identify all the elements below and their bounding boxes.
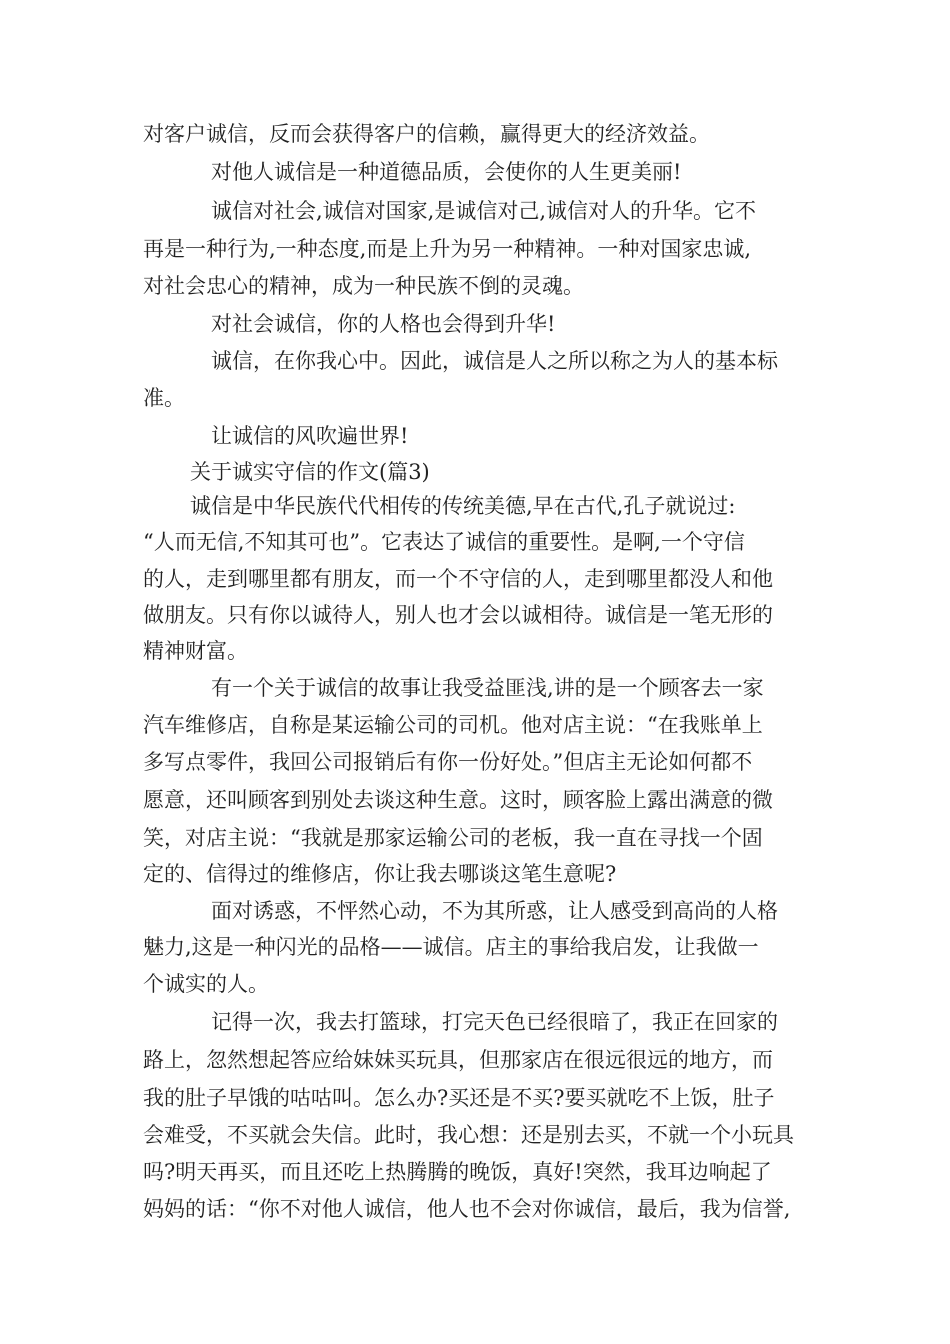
text-line [0, 525, 950, 559]
text-line-content: 精神财富。 [143, 639, 248, 663]
text-line [0, 671, 950, 705]
text-line-content: 诚信，在你我心中。因此，诚信是人之所以称之为人的基本标 [211, 349, 778, 373]
text-line [0, 930, 950, 964]
text-line [0, 269, 950, 303]
text-line [0, 1118, 950, 1152]
text-line-content: 有一个关于诚信的故事让我受益匪浅,讲的是一个顾客去一家 [211, 676, 764, 700]
text-line [0, 745, 950, 779]
text-line-content: “人而无信,不知其可也”。它表达了诚信的重要性。是啊,一个守信 [143, 530, 745, 554]
text-line-content: 多写点零件，我回公司报销后有你一份好处。”但店主无论如何都不 [143, 750, 753, 774]
text-line-content: 让诚信的风吹遍世界! [211, 424, 409, 448]
text-line [0, 344, 950, 378]
text-line [0, 894, 950, 928]
text-line-content: 对客户诚信，反而会获得客户的信赖，赢得更大的经济效益。 [143, 122, 710, 146]
text-line-content: 做朋友。只有你以诚待人，别人也才会以诚相待。诚信是一笔无形的 [143, 603, 773, 627]
text-line [0, 967, 950, 1001]
text-line [0, 1192, 950, 1226]
text-line-content: 对社会忠心的精神，成为一种民族不倒的灵魂。 [143, 274, 584, 298]
text-line-content: 诚信是中华民族代代相传的传统美德,早在古代,孔子就说过: [190, 494, 736, 518]
text-line-content: 诚信对社会,诚信对国家,是诚信对己,诚信对人的升华。它不 [211, 199, 757, 223]
text-line [0, 562, 950, 596]
text-line [0, 783, 950, 817]
text-line [0, 708, 950, 742]
text-line [0, 598, 950, 632]
text-line-content: 妈妈的话：“你不对他人诚信，他人也不会对你诚信，最后，我为信誉, [143, 1197, 791, 1221]
text-line [0, 1081, 950, 1115]
text-line-content: 魅力,这是一种闪光的品格——诚信。店主的事给我启发，让我做一 [143, 935, 759, 959]
text-line-content: 我的肚子早饿的咕咕叫。怎么办?买还是不买?要买就吃不上饭，肚子 [143, 1086, 775, 1110]
text-line [0, 489, 950, 523]
text-line [0, 232, 950, 266]
text-line-content: 汽车维修店，自称是某运输公司的司机。他对店主说：“在我账单上 [143, 713, 763, 737]
text-line-content: 再是一种行为,一种态度,而是上升为另一种精神。一种对国家忠诚, [143, 237, 752, 261]
text-line [0, 1155, 950, 1189]
text-line-content: 定的、信得过的维修店，你让我去哪谈这笔生意呢? [143, 862, 617, 886]
text-line [0, 381, 950, 415]
text-line-content: 个诚实的人。 [143, 972, 269, 996]
text-line [0, 1043, 950, 1077]
text-line [0, 307, 950, 341]
text-line [0, 857, 950, 891]
text-line [0, 1005, 950, 1039]
text-line-content: 对他人诚信是一种道德品质，会使你的人生更美丽! [211, 160, 682, 184]
text-line [0, 419, 950, 453]
text-line [0, 194, 950, 228]
text-line-content: 路上，忽然想起答应给妹妹买玩具，但那家店在很远很远的地方，而 [143, 1048, 773, 1072]
section-heading-text: 关于诚实守信的作文(篇3) [190, 460, 430, 484]
text-line-content: 准。 [143, 386, 185, 410]
text-line-content: 记得一次，我去打篮球，打完天色已经很暗了，我正在回家的 [211, 1010, 778, 1034]
text-line [0, 155, 950, 189]
text-line-content: 愿意，还叫顾客到别处去谈这种生意。这时，顾客脸上露出满意的微 [143, 788, 773, 812]
text-line-content: 吗?明天再买，而且还吃上热腾腾的晚饭，真好!突然，我耳边响起了 [143, 1160, 772, 1184]
text-line-content: 对社会诚信，你的人格也会得到升华! [211, 312, 556, 336]
text-line-content: 的人，走到哪里都有朋友，而一个不守信的人，走到哪里都没人和他 [143, 567, 773, 591]
text-line [0, 634, 950, 668]
text-line-content: 笑，对店主说：“我就是那家运输公司的老板，我一直在寻找一个固 [143, 826, 763, 850]
text-line [0, 117, 950, 151]
section-heading [0, 455, 950, 489]
text-line-content: 会难受，不买就会失信。此时，我心想：还是别去买，不就一个小玩具 [143, 1123, 794, 1147]
text-line-content: 面对诱惑，不怦然心动，不为其所惑，让人感受到高尚的人格 [211, 899, 778, 923]
text-line [0, 821, 950, 855]
